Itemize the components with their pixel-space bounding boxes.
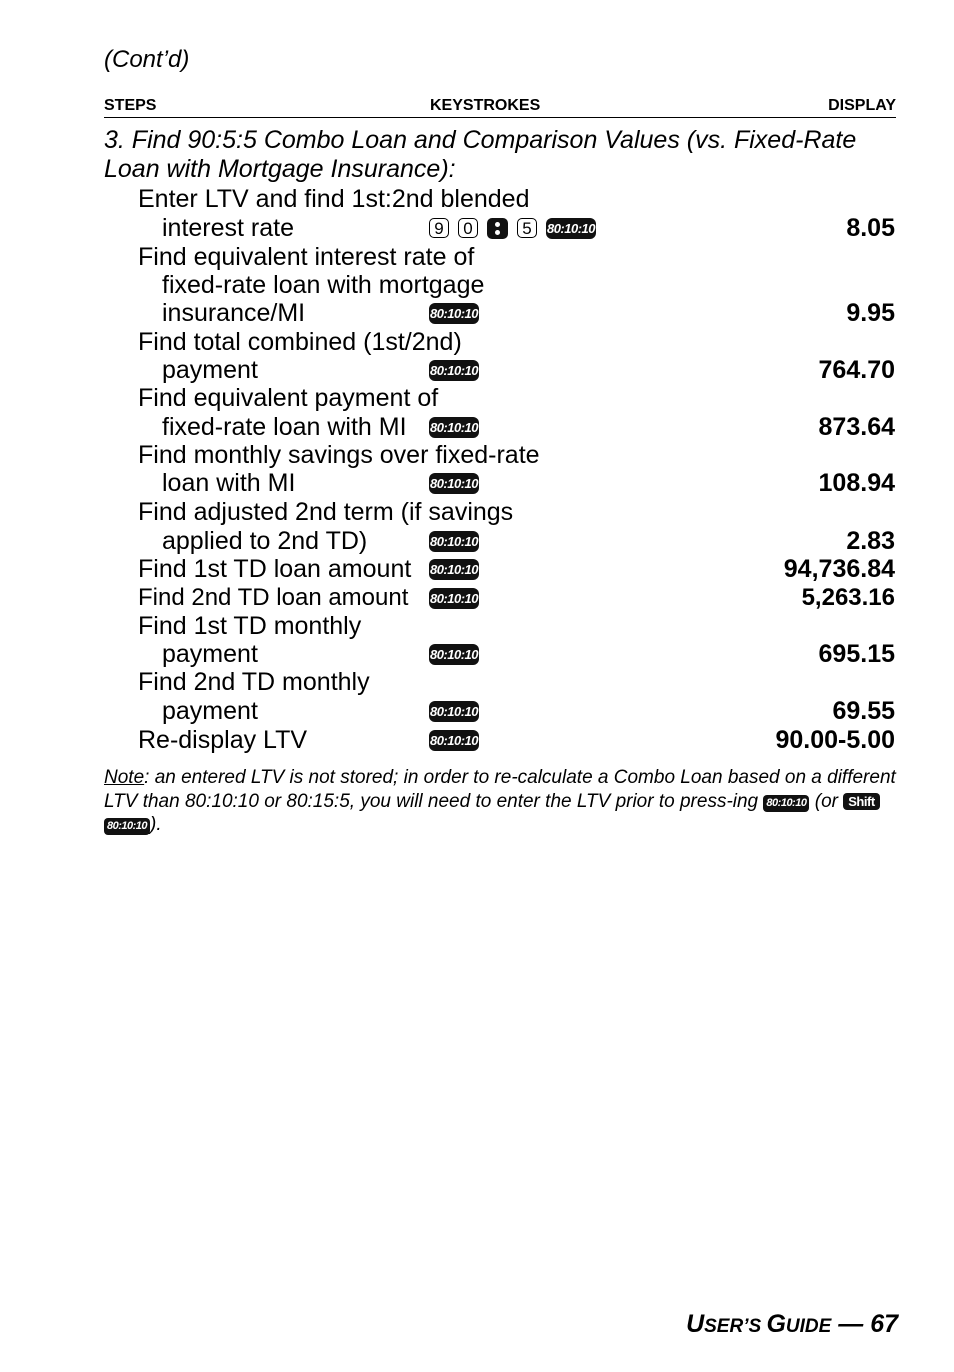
table-row: [0, 527, 954, 555]
note-text: : an entered LTV is not stored; in order to re-calculate a Combo Loan based on a different LTV than 80:10:10 or 80:15:5, you will need to enter the LTV prior to press-ing: [104, 767, 896, 812]
table-row: [0, 668, 954, 696]
keystrokes: [429, 587, 479, 609]
keystrokes: [429, 700, 479, 722]
step-text: payment: [162, 697, 258, 725]
section-title: 3. Find 90:5:5 Combo Loan and Comparison Values (vs. Fixed-Rate Loan with Mortgage Insurance):: [104, 126, 857, 183]
table-row: [0, 469, 954, 497]
combo-key-icon: 80:10:10: [429, 588, 479, 609]
note-paren-open: (or: [814, 790, 838, 812]
footer-text: UIDE: [785, 1316, 832, 1337]
keystrokes: [429, 302, 479, 324]
step-text: interest rate: [162, 214, 295, 242]
step-text: Enter LTV and find 1st:2nd blended: [138, 185, 530, 213]
step-text: applied to 2nd TD): [162, 527, 368, 555]
step-text: Find equivalent interest rate of: [138, 243, 475, 271]
header-keystrokes: KEYSTROKES: [430, 97, 541, 114]
display-value: 94,736.84: [783, 555, 895, 583]
footer-text: SER: [704, 1316, 744, 1337]
keystrokes: [429, 729, 479, 751]
table-row: [0, 584, 954, 612]
table-row: [0, 185, 954, 213]
keystrokes: [429, 217, 596, 239]
keystrokes: [429, 416, 479, 438]
combo-key-icon: 80:10:10: [104, 818, 150, 835]
combo-key-icon: 80:10:10: [429, 417, 479, 438]
display-value: 695.15: [818, 640, 895, 668]
step-text: Find total combined (1st/2nd): [138, 328, 462, 356]
step-text: Find 1st TD monthly: [138, 612, 362, 640]
combo-key-icon: 80:10:10: [429, 701, 479, 722]
display-value: 9.95: [846, 299, 895, 327]
combo-key-icon: 80:10:10: [546, 218, 596, 239]
header-display: DISPLAY: [828, 97, 896, 114]
key-0: 0: [458, 218, 478, 238]
page-footer: [686, 1310, 898, 1339]
combo-key-icon: 80:10:10: [429, 644, 479, 665]
key-5: 5: [517, 218, 537, 238]
note-paragraph: [104, 766, 904, 837]
shift-key-icon: Shift: [843, 793, 879, 810]
display-value: 2.83: [846, 527, 895, 555]
keystrokes: [429, 558, 479, 580]
combo-key-icon: 80:10:10: [429, 303, 479, 324]
step-text: Re-display LTV: [138, 726, 308, 754]
table-row: [0, 697, 954, 725]
footer-text: G: [766, 1310, 786, 1338]
colon-key-icon: [487, 218, 508, 239]
step-text: Find adjusted 2nd term (if savings: [138, 498, 514, 526]
display-value: 108.94: [818, 469, 895, 497]
display-value: 873.64: [818, 413, 895, 441]
display-value: 69.55: [832, 697, 895, 725]
table-row: [0, 299, 954, 327]
footer-text: U: [686, 1310, 705, 1338]
table-row: [0, 214, 954, 242]
footer-text: ’S: [743, 1316, 767, 1337]
table-row: [0, 243, 954, 271]
table-row: [0, 271, 954, 299]
step-text: fixed-rate loan with mortgage: [162, 271, 485, 299]
header-steps: STEPS: [104, 97, 157, 114]
table-row: [0, 555, 954, 583]
step-text: loan with MI: [162, 469, 296, 497]
combo-key-icon: 80:10:10: [429, 559, 479, 580]
continued-label: (Cont’d): [104, 46, 190, 73]
table-row: [0, 441, 954, 469]
step-text: Find equivalent payment of: [138, 384, 439, 412]
table-header: [104, 97, 896, 118]
combo-key-icon: 80:10:10: [429, 531, 479, 552]
display-value: 8.05: [846, 214, 895, 242]
combo-key-icon: 80:10:10: [429, 360, 479, 381]
note-label: Note: [104, 767, 145, 788]
combo-key-icon: 80:10:10: [429, 473, 479, 494]
table-row: [0, 356, 954, 384]
note-paren-close: ).: [150, 814, 162, 835]
display-value: 764.70: [818, 356, 895, 384]
step-text: payment: [162, 640, 258, 668]
table-row: [0, 328, 954, 356]
step-text: Find 1st TD loan amount: [138, 555, 412, 583]
keystrokes: [429, 530, 479, 552]
table-row: [0, 384, 954, 412]
keystrokes: [429, 359, 479, 381]
step-text: Find 2nd TD loan amount: [138, 584, 409, 611]
step-text: Find monthly savings over fixed-rate: [138, 441, 540, 469]
table-row: [0, 726, 954, 754]
table-row: [0, 640, 954, 668]
step-text: insurance/MI: [162, 299, 306, 327]
step-text: Find 2nd TD monthly: [138, 668, 370, 696]
key-9: 9: [429, 218, 449, 238]
step-text: payment: [162, 356, 258, 384]
step-text: fixed-rate loan with MI: [162, 413, 407, 441]
keystrokes: [429, 472, 479, 494]
display-value: 90.00-5.00: [775, 726, 895, 754]
table-row: [0, 612, 954, 640]
table-row: [0, 498, 954, 526]
table-row: [0, 413, 954, 441]
combo-key-icon: 80:10:10: [763, 795, 809, 812]
keystrokes: [429, 643, 479, 665]
page-number: — 67: [831, 1310, 898, 1338]
display-value: 5,263.16: [801, 584, 895, 611]
combo-key-icon: 80:10:10: [429, 730, 479, 751]
